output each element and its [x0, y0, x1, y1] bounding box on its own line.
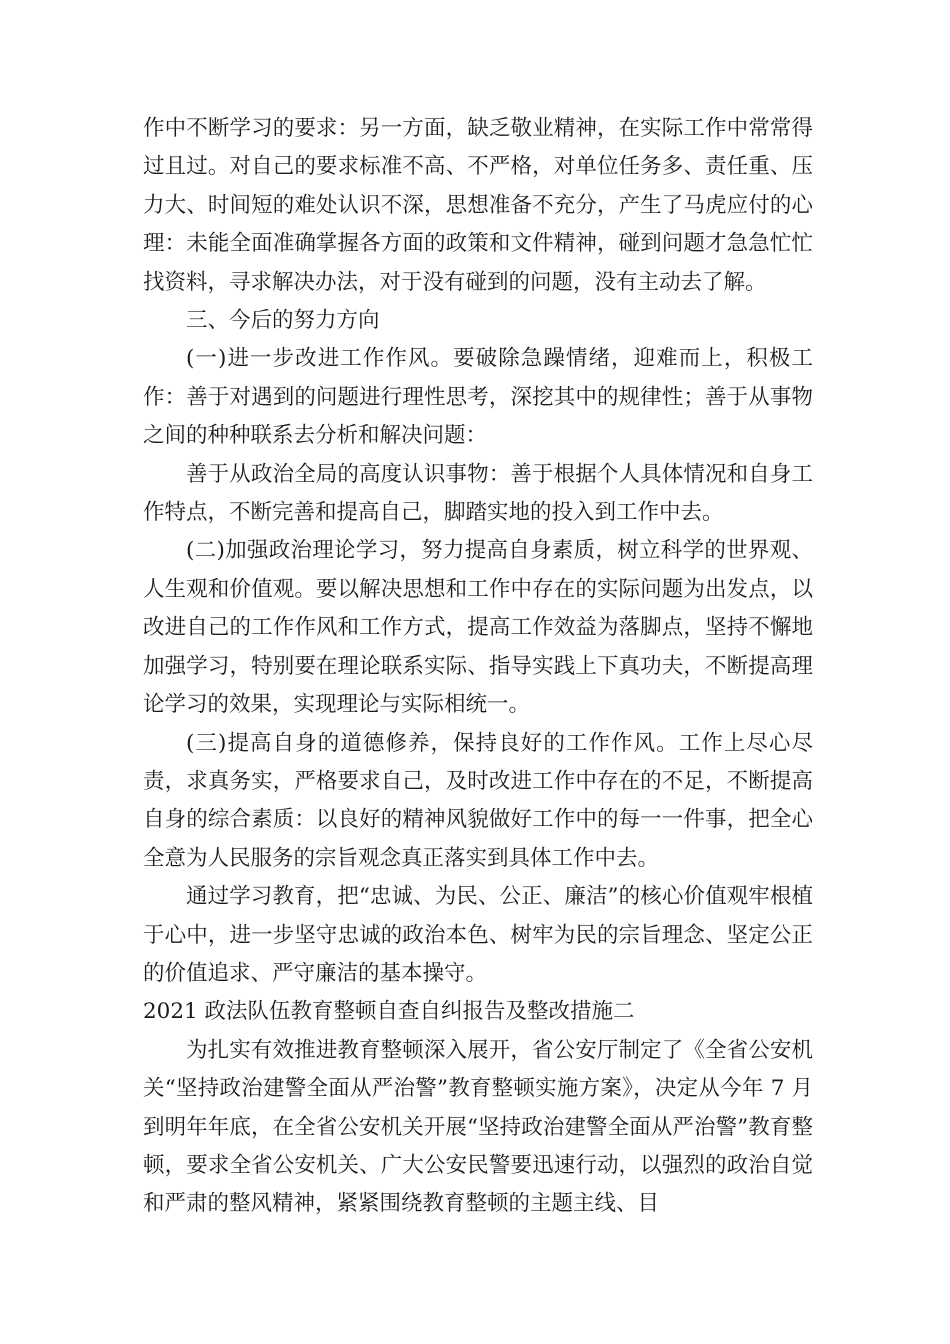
paragraph-conclusion: 通过学习教育，把“忠诚、为民、公正、廉洁”的核心价值观牢根植于心中，进一步坚守忠诚的政治本色、树牢为民的宗旨理念、坚定公正的价值追求、严守廉洁的基本操守。: [143, 884, 813, 986]
paragraph-item-3: (三)提高自身的道德修养，保持良好的工作作风。工作上尽心尽责，求真务实，严格要求自己，及时改进工作中存在的不足，不断提高自身的综合素质：以良好的精神风貌做好工作中的每一一件事，把全心全意为人民服务的宗旨观念真正落实到具体工作中去。: [143, 730, 813, 871]
paragraph-item-1-continued: 善于从政治全局的高度认识事物：善于根据个人具体情况和自身工作特点，不断完善和提高自己，脚踏实地的投入到工作中去。: [143, 461, 813, 526]
section-heading: 三、今后的努力方向: [186, 308, 380, 334]
document-title: 2021 政法队伍教育整顿自查自纠报告及整改措施二: [143, 999, 635, 1025]
document-body: [143, 110, 813, 1224]
paragraph-continuation: 作中不断学习的要求：另一方面，缺乏敬业精神，在实际工作中常常得过且过。对自己的要求标准不高、不严格，对单位任务多、责任重、压力大、时间短的难处认识不深，思想准备不充分，产生了马虎应付的心理：未能全面准确掌握各方面的政策和文件精神，碰到问题才急急忙忙找资料，寻求解决办法，对于没有碰到的问题，没有主动去了解。: [143, 116, 813, 295]
paragraph-intro: 为扎实有效推进教育整顿深入展开，省公安厅制定了《全省公安机关“坚持政治建警全面从严治警”教育整顿实施方案》，决定从今年 7 月到明年年底，在全省公安机关开展“坚持政治建警全面从严治警”教育整顿，要求全省公安机关、广大公安民警要迅速行动，以强烈的政治自觉和严肃的整风精神，紧紧围绕教育整顿的主题主线、目: [143, 1037, 813, 1217]
paragraph-item-2: (二)加强政治理论学习，努力提高自身素质，树立科学的世界观、人生观和价值观。要以解决思想和工作中存在的实际问题为出发点，以改进自己的工作作风和工作方式，提高工作效益为落脚点，坚持不懈地加强学习，特别要在理论联系实际、指导实践上下真功夫，不断提高理论学习的效果，实现理论与实际相统一。: [143, 538, 813, 718]
paragraph-item-1: (一)进一步改进工作作风。要破除急躁情绪，迎难而上，积极工作：善于对遇到的问题进行理性思考，深挖其中的规律性；善于从事物之间的种种联系去分析和解决问题：: [143, 346, 813, 449]
